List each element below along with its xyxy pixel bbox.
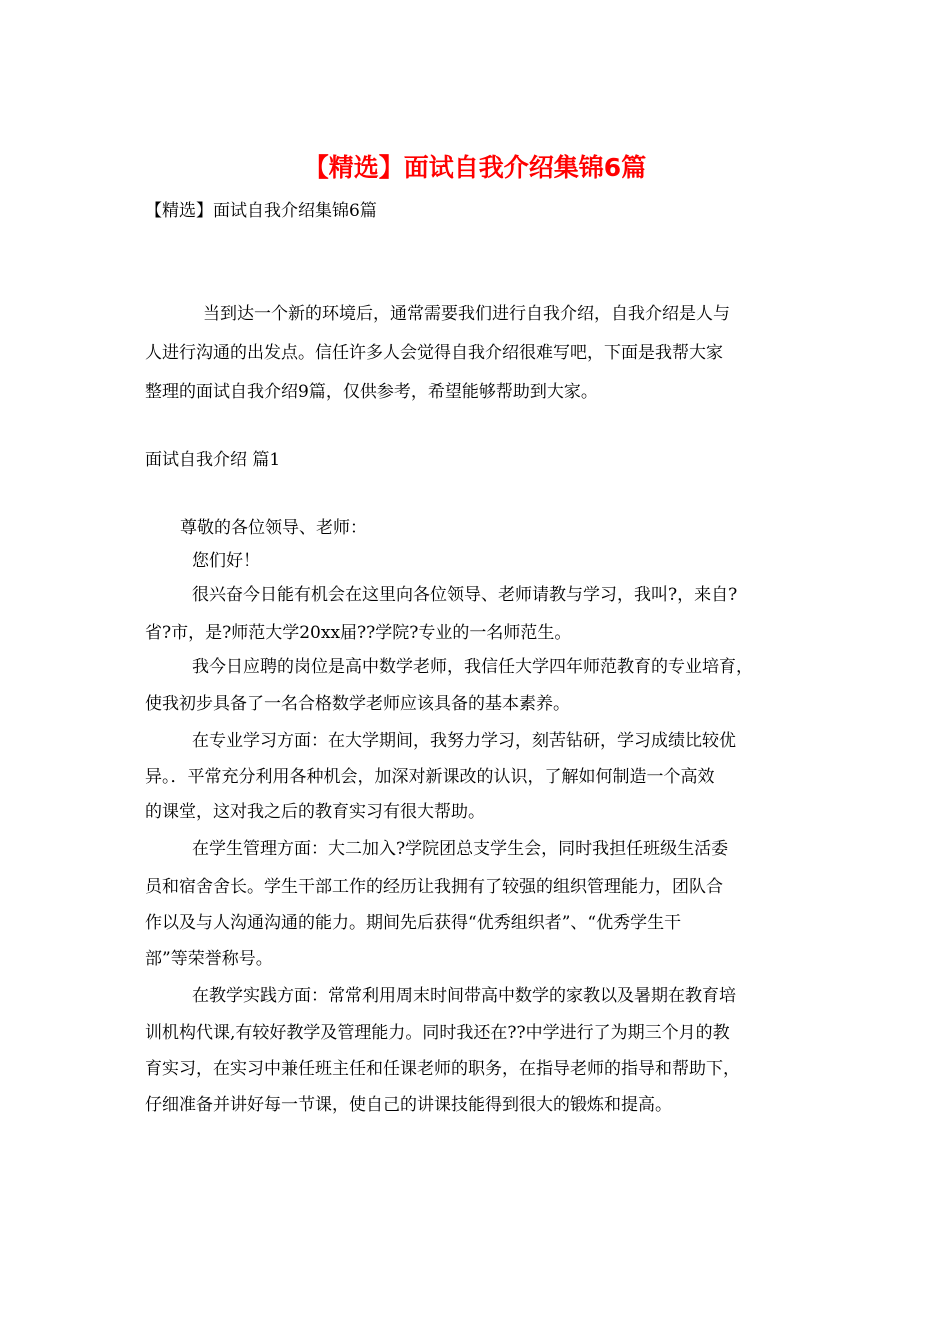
intro-line: 人进行沟通的出发点。信任许多人会觉得自我介绍很难写吧，下面是我帮大家	[145, 343, 723, 363]
body-line: 我今日应聘的岗位是高中数学老师，我信任大学四年师范教育的专业培育，	[192, 657, 753, 677]
document-title: 【精选】面试自我介绍集锦6篇	[303, 153, 647, 182]
body-line: 您们好！	[192, 551, 260, 571]
body-line: 省?市，是?师范大学20xx届??学院?专业的一名师范生。	[145, 623, 572, 643]
body-line: 的课堂，这对我之后的教育实习有很大帮助。	[145, 802, 485, 822]
body-line: 员和宿舍舍长。学生干部工作的经历让我拥有了较强的组织管理能力，团队合	[145, 877, 723, 897]
body-line: 很兴奋今日能有机会在这里向各位领导、老师请教与学习，我叫?，来自?	[192, 585, 738, 605]
intro-line: 整理的面试自我介绍9篇，仅供参考，希望能够帮助到大家。	[145, 382, 598, 402]
body-line: 异。．平常充分利用各种机会，加深对新课改的认识，了解如何制造一个高效	[145, 767, 715, 787]
body-line: 在教学实践方面：常常利用周末时间带高中数学的家教以及暑期在教育培	[192, 986, 736, 1006]
body-line: 在学生管理方面：大二加入?学院团总支学生会，同时我担任班级生活委	[192, 839, 729, 859]
body-line: 仔细准备并讲好每一节课，使自己的讲课技能得到很大的锻炼和提高。	[145, 1095, 672, 1115]
body-line: 育实习，在实习中兼任班主任和任课老师的职务，在指导老师的指导和帮助下，	[145, 1059, 740, 1079]
intro-line: 当到达一个新的环境后，通常需要我们进行自我介绍，自我介绍是人与	[203, 304, 730, 324]
body-line: 使我初步具备了一名合格数学老师应该具备的基本素养。	[145, 694, 570, 714]
body-line: 在专业学习方面：在大学期间，我努力学习，刻苦钻研，学习成绩比较优	[192, 731, 736, 751]
body-line: 作以及与人沟通沟通的能力。期间先后获得“优秀组织者”、“优秀学生干	[145, 913, 682, 933]
body-line: 训机构代课,有较好教学及管理能力。同时我还在??中学进行了为期三个月的教	[145, 1023, 730, 1043]
section-heading: 面试自我介绍 篇1	[145, 450, 281, 470]
body-line: 尊敬的各位领导、老师：	[180, 518, 367, 538]
body-line: 部”等荣誉称号。	[145, 949, 273, 969]
document-subtitle: 【精选】面试自我介绍集锦6篇	[145, 201, 377, 221]
